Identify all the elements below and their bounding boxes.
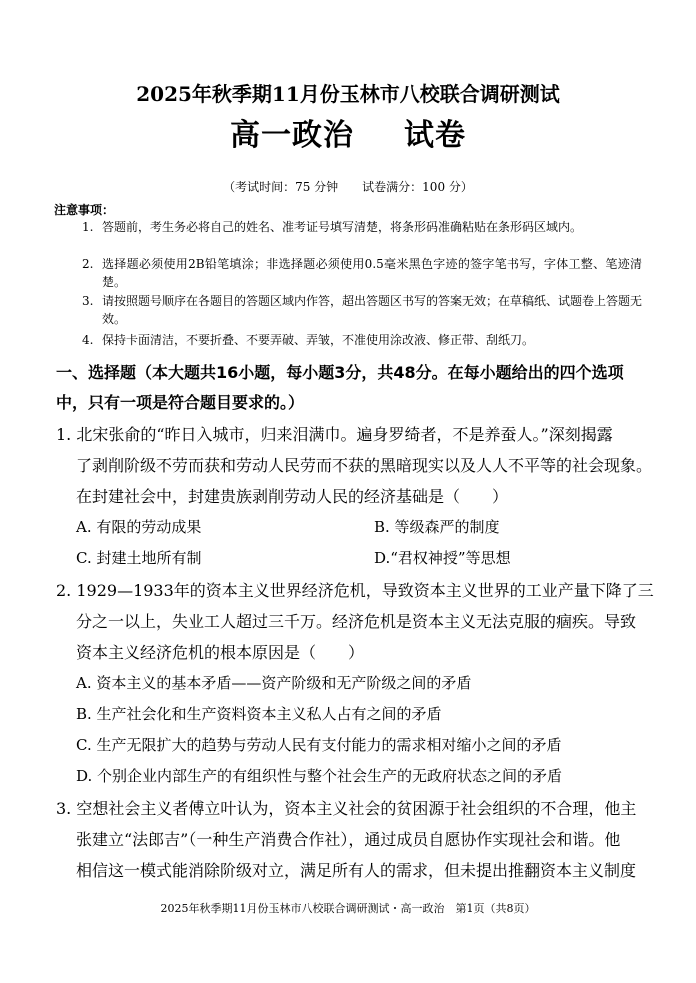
question-1-option-b: B. 等级森严的制度	[374, 518, 500, 536]
question-3-line-1: 3. 空想社会主义者傅立叶认为，资本主义社会的贫困源于社会组织的不合理，他主	[56, 799, 637, 818]
notes-heading: 注意事项：	[54, 203, 115, 217]
question-2-option-b: B. 生产社会化和生产资料资本主义私人占有之间的矛盾	[76, 705, 442, 723]
question-2-line-1: 2. 1929—1933年的资本主义世界经济危机，导致资本主义世界的工业产量下降了三	[56, 581, 654, 600]
note-item	[82, 331, 642, 349]
exam-info	[0, 178, 696, 195]
note-number: 3.	[82, 294, 94, 308]
question-2-option-d: D. 个别企业内部生产的有组织性与整个社会生产的无政府状态之间的矛盾	[76, 767, 563, 785]
section-heading: 一、选择题（本大题共16小题，每小题3分，共48分。在每小题给出的四个选项	[56, 363, 624, 382]
question-1-option-a: A. 有限的劳动成果	[76, 518, 202, 536]
question-1-option-d: D.“君权神授”等思想	[374, 549, 511, 567]
note-text: 答题前，考生务必将自己的姓名、准考证号填写清楚，将条形码准确粘贴在条形码区域内。	[102, 220, 583, 234]
question-1-line-2: 了剥削阶级不劳而获和劳动人民劳而不获的黑暗现实以及人人不平等的社会现象。	[76, 456, 653, 475]
question-2-option-a: A. 资本主义的基本矛盾——资产阶级和无产阶级之间的矛盾	[76, 674, 472, 692]
note-text: 选择题必须使用2B铅笔填涂；非选择题必须使用0.5毫米黑色字迹的签字笔书写，字体工整、笔迹清楚。	[102, 257, 642, 289]
question-2-line-2: 分之一以上，失业工人超过三千万。经济危机是资本主义无法克服的痼疾。导致	[76, 612, 637, 631]
note-text: 请按照题号顺序在各题目的答题区域内作答，超出答题区书写的答案无效；在草稿纸、试题卷上答题无效。	[102, 294, 643, 326]
note-item	[82, 255, 642, 291]
subject-name: 高一政治	[230, 118, 354, 153]
note-text: 保持卡面清洁，不要折叠、不要弄破、弄皱，不准使用涂改液、修正带、刮纸刀。	[102, 333, 535, 347]
question-1-line-1: 1. 北宋张俞的“昨日入城市，归来泪满巾。遍身罗绮者，不是养蚕人。”深刻揭露	[56, 425, 613, 444]
note-number: 4.	[82, 333, 94, 347]
paper-label: 试卷	[404, 118, 466, 153]
page-footer: 2025年秋季期11月份玉林市八校联合调研测试・高一政治 第1页（共8页）	[160, 902, 536, 915]
exam-time: （考试时间：75 分钟	[223, 180, 339, 194]
question-3-line-3: 相信这一模式能消除阶级对立，满足所有人的需求，但未提出推翻资本主义制度	[76, 861, 637, 880]
note-number: 2.	[82, 257, 94, 271]
question-2-line-3: 资本主义经济危机的根本原因是（ ）	[76, 643, 365, 662]
note-item	[82, 292, 642, 328]
note-number: 1.	[82, 220, 94, 234]
exam-score: 试卷满分：100 分）	[362, 180, 473, 194]
question-1-line-3: 在封建社会中，封建贵族剥削劳动人民的经济基础是（ ）	[76, 487, 509, 506]
question-2-option-c: C. 生产无限扩大的趋势与劳动人民有支付能力的需求相对缩小之间的矛盾	[76, 736, 562, 754]
question-1-option-c: C. 封建土地所有制	[76, 549, 202, 567]
exam-title: 2025年秋季期11月份玉林市八校联合调研测试	[136, 82, 560, 106]
subject-title	[0, 110, 696, 154]
note-item	[82, 218, 642, 236]
section-heading-cont: 中，只有一项是符合题目要求的。）	[56, 393, 305, 412]
question-3-line-2: 张建立“法郎吉”（一种生产消费合作社），通过成员自愿协作实现社会和谐。他	[76, 830, 621, 849]
